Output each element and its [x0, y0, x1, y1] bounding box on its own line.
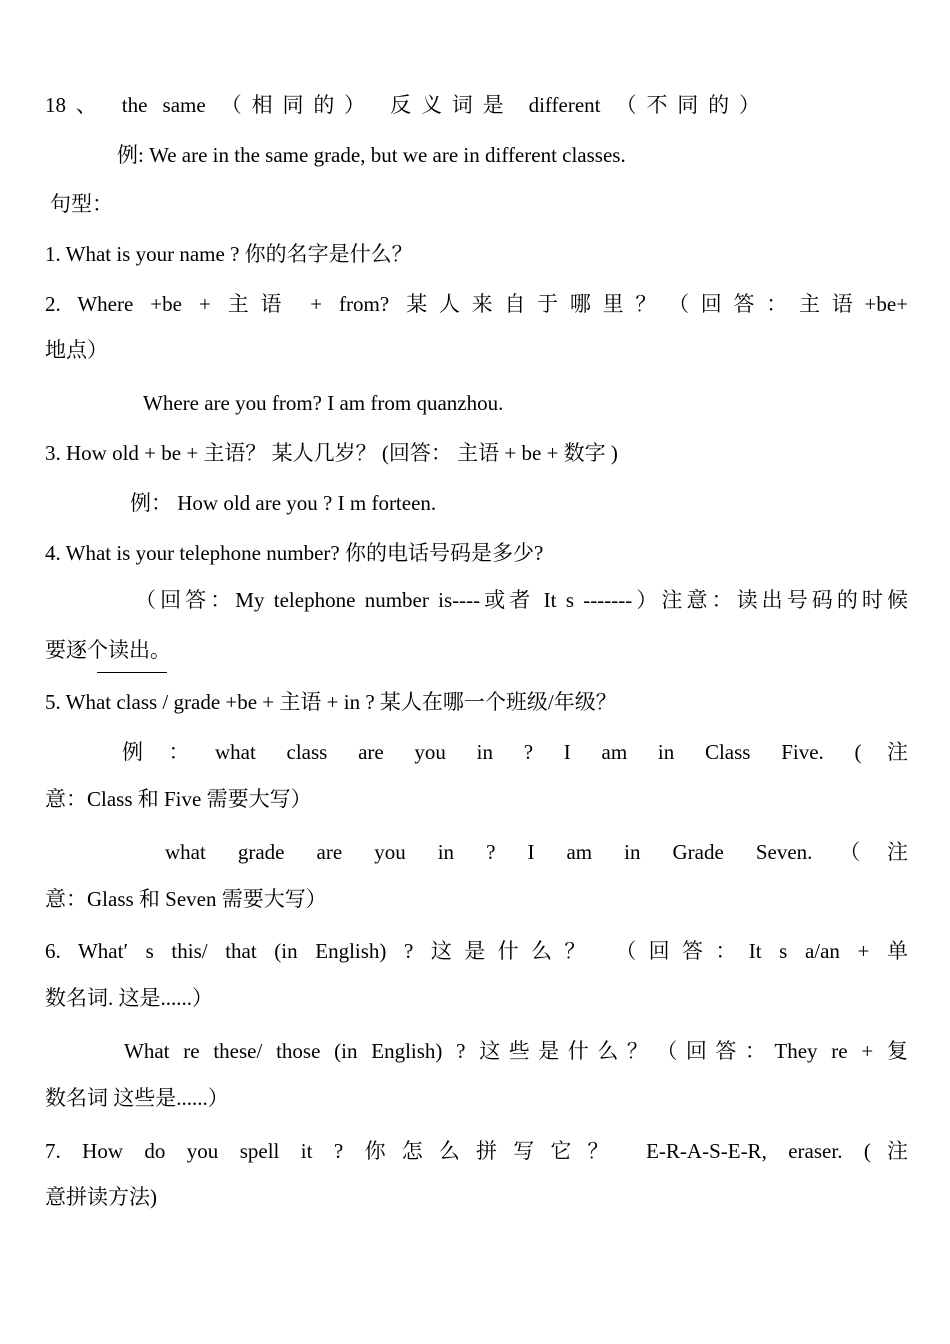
pattern-5-example-class: 例：what class are you in ? I am in Class Five. (注: [122, 740, 908, 764]
pattern-5-example-grade: what grade are you in ? I am in Grade Seven.（注: [165, 840, 908, 864]
item-18-line: 18、 the same （相同的） 反义词是 different （不同的）: [45, 93, 760, 117]
section-heading-sentence-patterns: 句型：: [50, 192, 113, 216]
pattern-2-line: 2. Where +be + 主语 + from? 某人来自于哪里？（回答：主语+be+: [45, 292, 908, 316]
pattern-7-continuation: 意拼读方法): [45, 1185, 157, 1209]
pattern-4-line: 4. What is your telephone number? 你的电话号码是多少?: [45, 541, 544, 565]
pattern-1-line: 1. What is your name ? 你的名字是什么？: [45, 242, 413, 266]
pattern-3-example: 例： How old are you ? I m forteen.: [130, 491, 437, 515]
pattern-6-plural-continuation: 数名词 这些是......）: [45, 1086, 229, 1110]
pattern-2-example: Where are you from? I am from quanzhou.: [143, 391, 504, 415]
pattern-5-line: 5. What class / grade +be + 主语 + in ? 某人在哪一个班级/年级？: [45, 690, 617, 714]
pattern-5-note-class: 意：Class 和 Five 需要大写）: [45, 787, 312, 811]
pattern-6-plural-line: What re these/ those (in English) ? 这些是什么？（回答：They re + 复: [124, 1039, 908, 1063]
pattern-5-note-grade: 意：Glass 和 Seven 需要大写）: [45, 887, 327, 911]
pattern-2-continuation: 地点）: [45, 338, 108, 362]
pattern-7-line: 7. How do you spell it ? 你怎么拼写它？ E-R-A-S-E-R, eraser. (注: [45, 1139, 908, 1163]
pattern-4-continuation: 要逐个读出。: [45, 638, 171, 662]
pattern-3-line: 3. How old + be + 主语？ 某人几岁？ (回答： 主语 + be + 数字 ): [45, 441, 618, 465]
underline-mark: [97, 672, 167, 673]
pattern-4-answer: （回答：My telephone number is----或者 It s -------）注意：读出号码的时候: [135, 588, 908, 612]
pattern-6-line: 6. What′ s this/ that (in English) ? 这是什么？ （回答：It s a/an + 单: [45, 939, 908, 963]
item-18-example: 例: We are in the same grade, but we are in different classes.: [117, 143, 626, 167]
pattern-6-continuation: 数名词. 这是......）: [45, 986, 213, 1010]
